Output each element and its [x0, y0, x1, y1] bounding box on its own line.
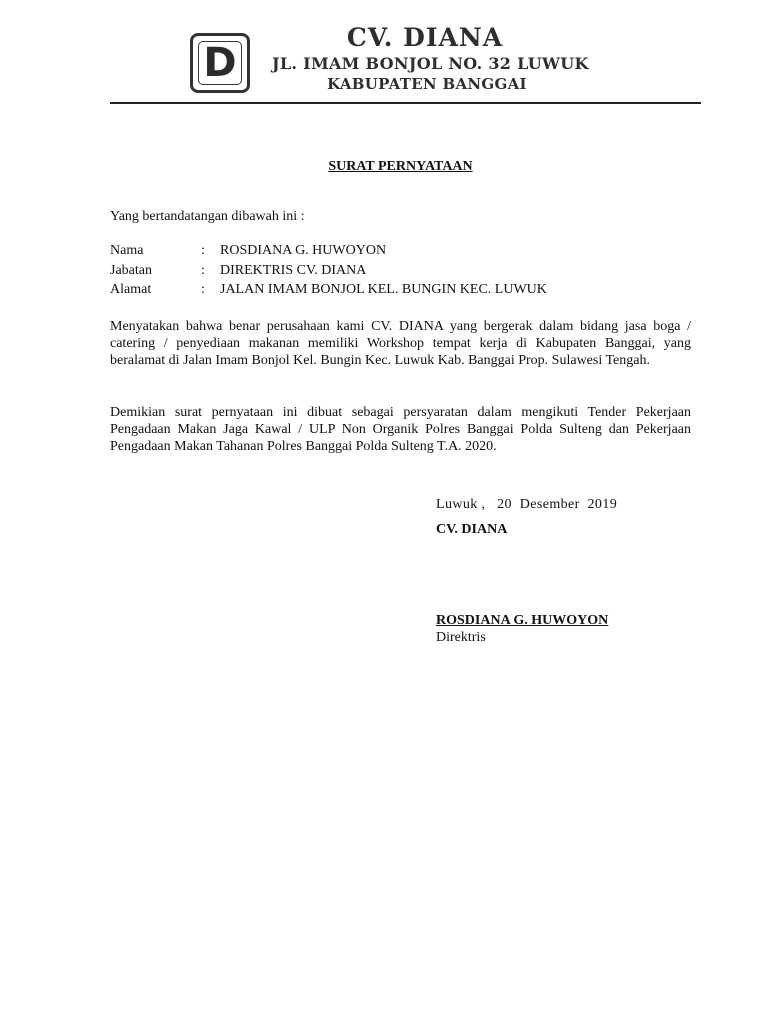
signatory-role: Direktris [436, 630, 486, 645]
statement-paragraph: Menyatakan bahwa benar perusahaan kami CV. DIANA yang bergerak dalam bidang jasa boga / catering / penyediaan makanan memiliki Workshop tempat kerja di Kabupaten Banggai, yang beralamat di Jalan Imam Bonjol Kel. Bungin Kec. Luwuk Kab. Banggai Prop. Sulawesi Tengah. [110, 319, 691, 368]
field-jabatan [110, 262, 691, 280]
field-colon: : [201, 263, 205, 278]
signatory-name: ROSDIANA G. HUWOYON [436, 613, 609, 628]
company-logo [190, 33, 250, 93]
logo-letter: D [198, 41, 242, 85]
intro-line: Yang bertandatangan dibawah ini : [110, 209, 305, 224]
field-value: DIREKTRIS CV. DIANA [220, 263, 367, 278]
field-alamat [110, 281, 691, 299]
closing-paragraph: Demikian surat pernyataan ini dibuat sebagai persyaratan dalam mengikuti Tender Pekerjaan Pengadaan Makan Jaga Kawal / ULP Non Organik Polres Banggai Polda Sulteng dan Pekerjaan Pengadaan Makan Tahanan Polres Banggai Polda Sulteng T.A. 2020. [110, 405, 691, 454]
field-colon: : [201, 282, 205, 297]
field-nama [110, 242, 691, 260]
company-name: CV. DIANA [346, 23, 504, 52]
field-value: JALAN IMAM BONJOL KEL. BUNGIN KEC. LUWUK [220, 282, 547, 297]
letterhead-divider [110, 102, 701, 104]
signature-company: CV. DIANA [436, 522, 508, 537]
field-colon: : [201, 243, 205, 258]
company-address-street: JL. IMAM BONJOL NO. 32 LUWUK [272, 54, 589, 73]
field-label: Jabatan [110, 263, 152, 278]
field-value: ROSDIANA G. HUWOYON [220, 243, 387, 258]
place-date: Luwuk , 20 Desember 2019 [436, 497, 618, 512]
field-label: Alamat [110, 282, 152, 297]
field-label: Nama [110, 243, 144, 258]
company-address-regency: KABUPATEN BANGGAI [327, 75, 527, 93]
document-title: SURAT PERNYATAAN [328, 159, 473, 174]
